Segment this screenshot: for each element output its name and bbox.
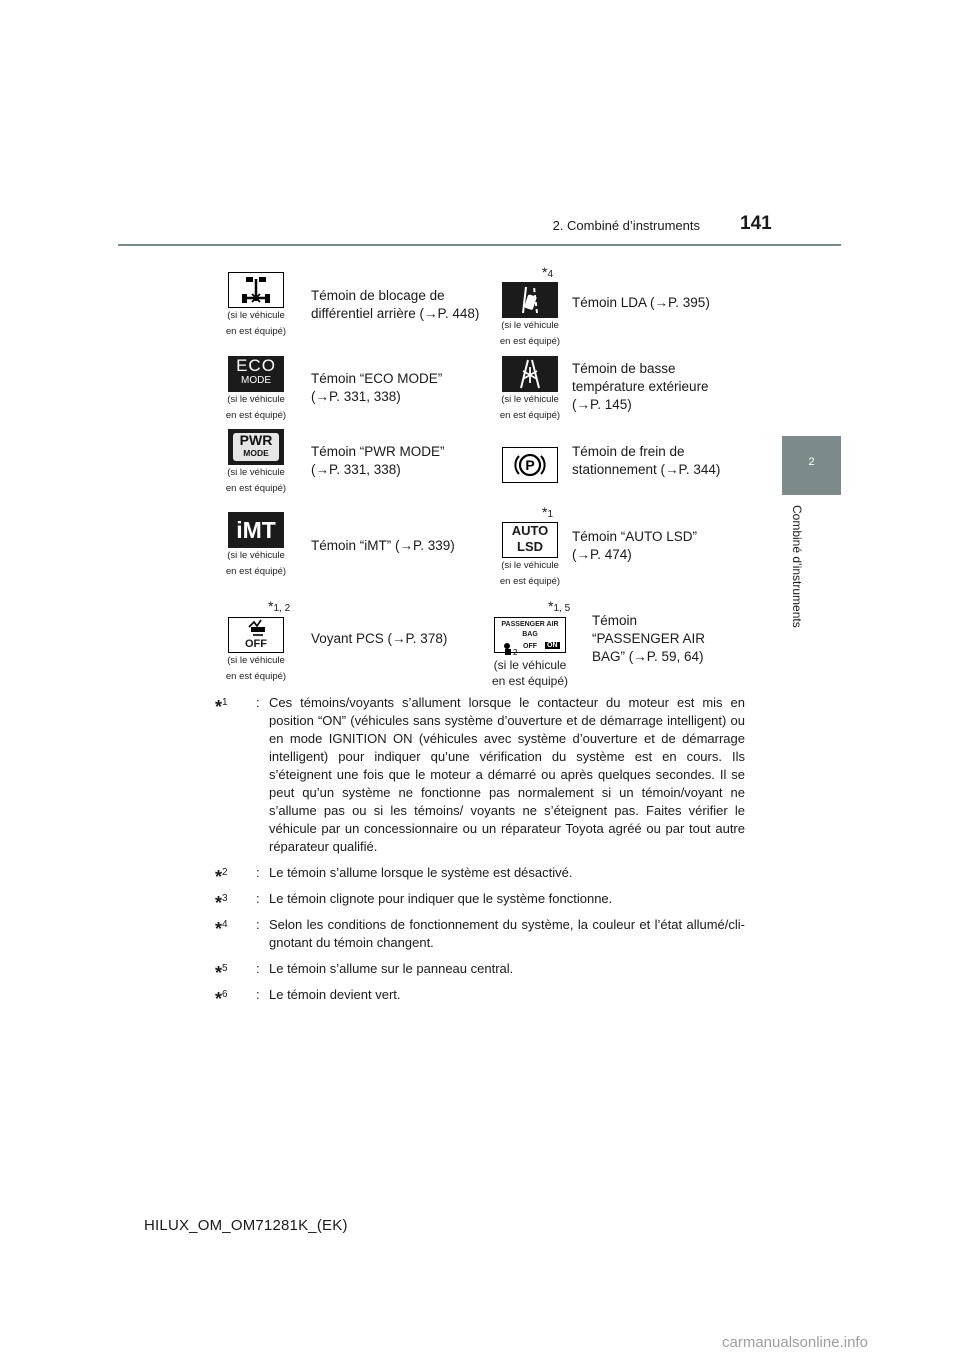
watermark[interactable]: carmanualsonline.info — [722, 1334, 868, 1351]
indicator-description: Témoin “AUTO LSD” (→P. 474) — [572, 529, 698, 562]
footnote-marker: *4 — [542, 264, 554, 280]
auto-lsd-icon: AUTO LSD — [502, 522, 558, 558]
indicator-description: Témoin LDA (→P. 395) — [572, 295, 710, 310]
indicator-description: Témoin “PASSENGER AIR BAG” (→P. 59, 64) — [592, 613, 706, 664]
equipped-note: en est équipé) — [225, 410, 287, 421]
equipped-note: en est équipé) — [225, 566, 287, 577]
equipped-note: en est équipé) — [225, 671, 287, 682]
equipped-note: en est équipé) — [225, 326, 287, 337]
equipped-note: (si le véhicule — [227, 550, 285, 561]
page-number: 141 — [740, 213, 772, 234]
eco-mode-icon: ECO MODE — [228, 356, 284, 392]
imt-icon: iMT — [228, 512, 284, 548]
pwr-mode-icon: PWR MODE — [228, 429, 284, 465]
indicator-description: Témoin “ECO MODE” (→P. 331, 338) — [311, 371, 443, 404]
footnote: *$^1$ : Ces témoins/voyants s’allument lorsque le contacteur du moteur est mis en position “ON” (véhicules sans système d’ouverture et de démarrage intelligent) ou en mode IGNITION ON (véhicules avec système d’ouverture et de démarrage intelligent) pour indiquer qu’une vérification du système est en cours. Ils s’éteignent une fois que le moteur a démarré ou après quelques secondes. Il se peut qu’un système ne fonctionne pas normalement si un témoin/voyant ne s’allume pas ou si les témoins/ voyants ne s’éteignent pas. Faites vérifier le véhicule par un concessionnaire ou un réparateur Toyota agréé ou par tout autre réparateur qualifié. — [215, 695, 745, 854]
lane-departure-alert-icon — [502, 282, 558, 318]
equipped-note: (si le véhicule — [501, 320, 559, 331]
footnote: *$^2$ : Le témoin s’allume lorsque le système est désactivé. — [215, 865, 573, 887]
footnotes — [215, 694, 745, 1012]
footnote: *$^4$ : Selon les conditions de fonctionnement du système, la couleur et l’état allumé/cli- gnotant du témoin changent. — [215, 917, 745, 950]
section-title: 2. Combiné d’instruments — [552, 218, 700, 233]
svg-text:P: P — [525, 457, 535, 473]
indicator-description: Témoin de frein de stationnement (→P. 344) — [572, 444, 721, 477]
equipped-note: en est équipé) — [499, 576, 561, 587]
indicator-description: Voyant PCS (→P. 378) — [311, 631, 448, 646]
indicator-description: Témoin de blocage de différentiel arrière (→P. 448) — [311, 288, 480, 321]
equipped-note: (si le véhicule — [501, 560, 559, 571]
chapter-label: Combiné d’instruments — [790, 505, 804, 628]
indicator-description: Témoin “iMT” (→P. 339) — [311, 538, 455, 553]
footnote-marker: *1, 5 — [548, 598, 571, 614]
chapter-tab[interactable]: 2 — [782, 436, 841, 495]
equipped-note: en est équipé) — [225, 483, 287, 494]
equipped-note: en est équipé) — [499, 410, 561, 421]
parking-brake-icon — [502, 447, 558, 483]
indicator-description: Témoin de basse température extérieure (→P. 145) — [572, 361, 709, 412]
equipped-note: en est équipé) — [491, 674, 569, 688]
low-outside-temperature-icon — [502, 356, 558, 392]
footnote-marker: *1, 2 — [268, 598, 291, 614]
equipped-note: (si le véhicule — [227, 394, 285, 405]
equipped-note: (si le véhicule — [227, 467, 285, 478]
equipped-note: (si le véhicule — [227, 655, 285, 666]
equipped-note: (si le véhicule — [501, 394, 559, 405]
equipped-note: (si le véhicule — [227, 310, 285, 321]
passenger-airbag-icon: PASSENGER AIR BAG 2 OFF ON — [494, 617, 566, 653]
footnote: *$^5$ : Le témoin s’allume sur le panneau central. — [215, 961, 514, 983]
rear-differential-lock-icon — [228, 272, 284, 308]
footnote: *$^3$ : Le témoin clignote pour indiquer que le système fonctionne. — [215, 891, 613, 913]
equipped-note: en est équipé) — [499, 336, 561, 347]
indicator-description: Témoin “PWR MODE” (→P. 331, 338) — [311, 444, 445, 477]
footnote: *$^6$ : Le témoin devient vert. — [215, 987, 401, 1009]
document-code: HILUX_OM_OM71281K_(EK) — [144, 1217, 348, 1234]
equipped-note: (si le véhicule — [493, 658, 567, 672]
header-divider — [118, 244, 841, 246]
svg-text:2: 2 — [513, 648, 518, 657]
pcs-off-icon: OFF — [228, 617, 284, 653]
footnote-marker: *1 — [542, 504, 554, 520]
